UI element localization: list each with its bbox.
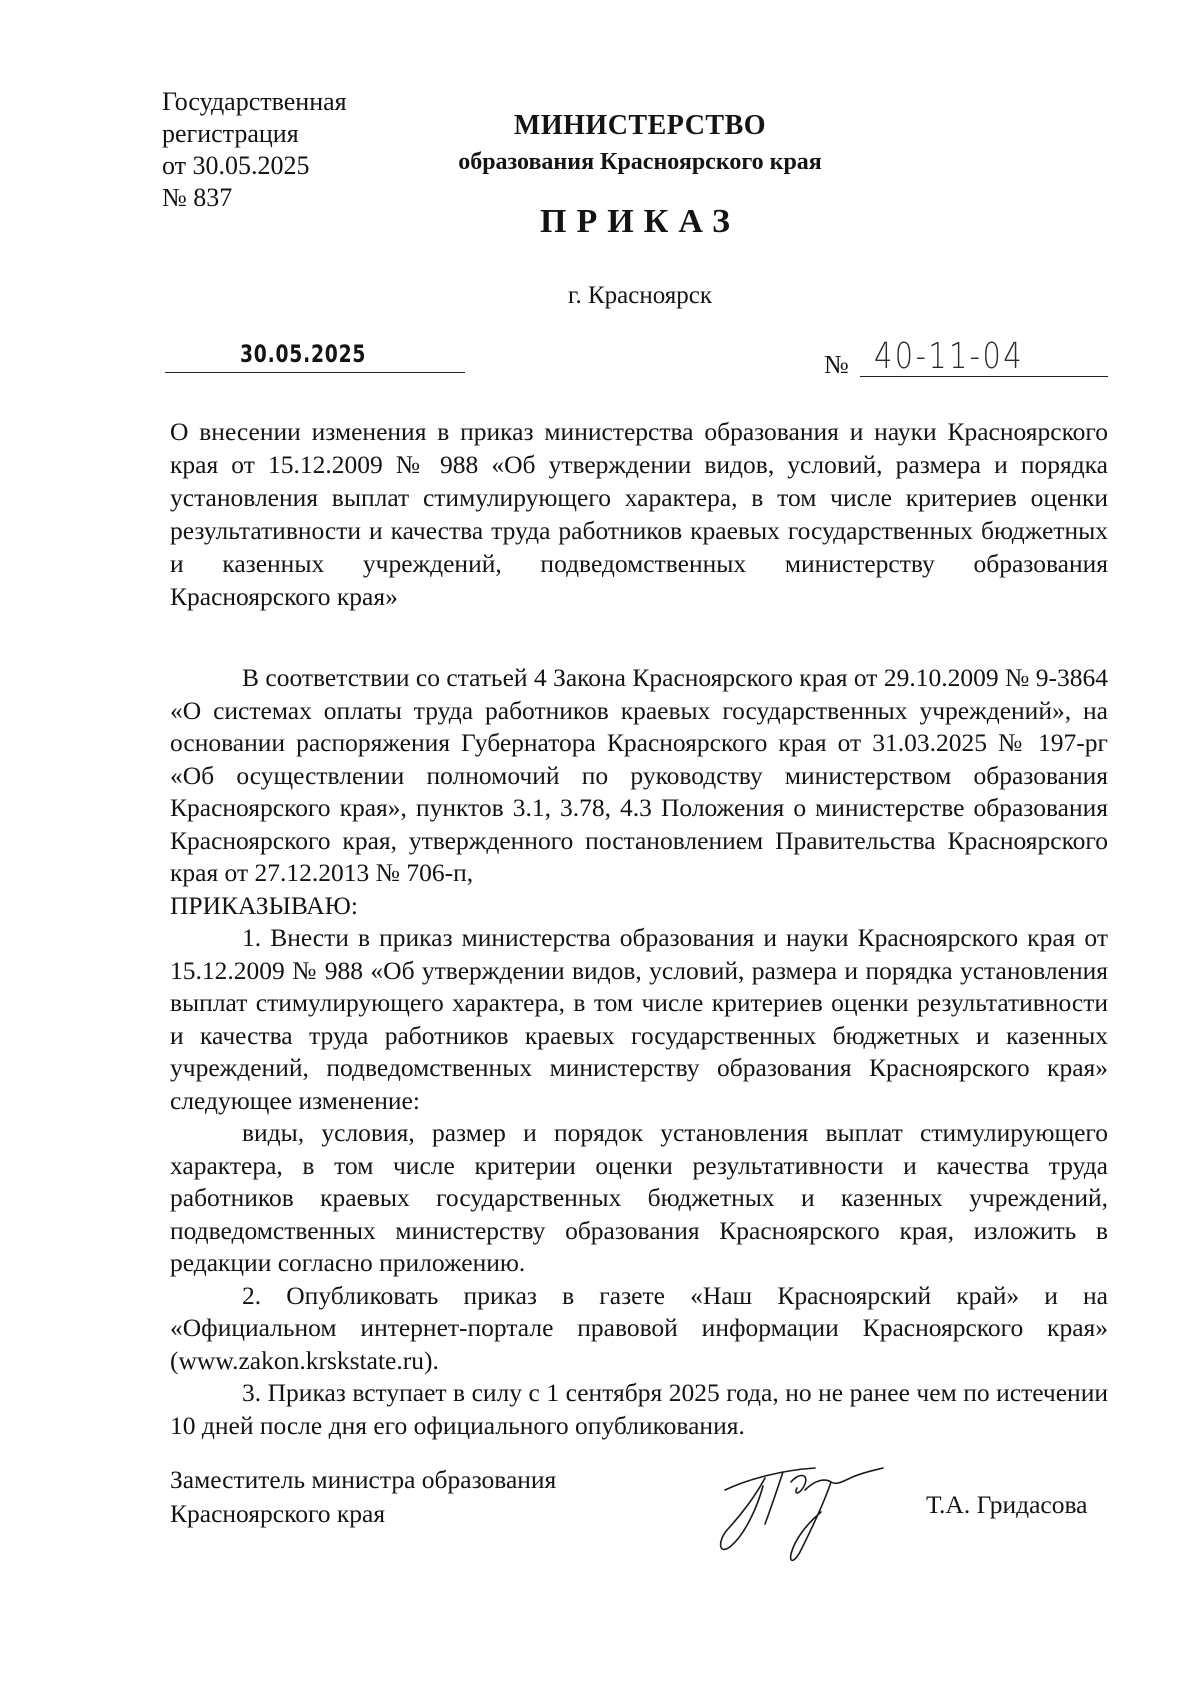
order-number: 40-11-04 [874,336,1024,377]
item-3-paragraph: 3. Приказ вступает в силу с 1 сентября 2025 года, но не ранее чем по истечении 10 дней после дня его официального опубликования. [170,1378,1108,1440]
signer-position [170,1463,556,1531]
registration-line: Государственная [162,87,347,116]
document-city: г. Красноярск [568,282,712,309]
registration-line: регистрация [162,119,299,148]
item-1-change-paragraph: виды, условия, размер и порядок установления выплат стимулирующего характера, в том числе критерии оценки результативности и качества труда работников краевых государственных бюджетных и казенных учреждений, подведомственных министерству образования Красноярского края, изложить в редакции согласно приложению. [170,1118,1108,1277]
document-type: ПРИКАЗ [540,203,740,240]
order-body [170,662,1108,1442]
signer-position-line: Заместитель министра образования [170,1465,557,1494]
ministry-subtitle: образования Красноярского края [458,149,822,175]
signer-position-line: Красноярского края [170,1499,386,1528]
item-1-paragraph: 1. Внести в приказ министерства образования и науки Красноярского края от 15.12.2009 № 988 «Об утверждении видов, условий, размера и порядка установления выплат стимулирующего характера, в том числе критериев оценки результативности и качества труда работников краевых государственных бюджетных и казенных учреждений, подведомственных министерству образования Красноярского края» следующее изменение: [170,923,1108,1115]
order-word: ПРИКАЗЫВАЮ: [170,890,358,920]
date-underline [165,372,465,373]
item-2-paragraph: 2. Опубликовать приказ в газете «Наш Красноярский край» и на «Официальном интернет-портале правовой информации Красноярского края» (www.zakon.krskstate.ru). [170,1280,1108,1375]
registration-stamp [162,86,347,214]
number-sign: № [824,350,849,379]
ministry-title: МИНИСТЕРСТВО [513,110,767,141]
signer-name: Т.А. Гридасова [926,1490,1088,1519]
ministry-header [420,108,860,180]
registration-date: от 30.05.2025 [162,151,310,180]
preamble-paragraph: В соответствии со статьей 4 Закона Красноярского края от 29.10.2009 № 9-3864 «О системах оплаты труда работников краевых государственных учреждений», на основании распоряжения Губернатора Красноярского края от 31.03.2025 № 197-рг «Об осуществлении полномочий по руководству министерством образования Красноярского края», пунктов 3.1, 3.78, 4.3 Положения о министерстве образования Красноярского края, утвержденного постановлением Правительства Красноярского края от 27.12.2013 № 706-п, [170,663,1108,887]
number-underline [860,376,1108,377]
signature-strokes [721,1468,883,1560]
order-date: 30.05.2025 [240,340,367,368]
handwritten-signature [705,1438,890,1568]
registration-number: № 837 [162,183,233,212]
order-subject: О внесении изменения в приказ министерства образования и науки Красноярского края от 15.12.2009 № 988 «Об утверждении видов, условий, размера и порядка установления выплат стимулирующего характера, в том числе критериев оценки результативности и качества труда работников краевых государственных бюджетных и казенных учреждений, подведомственных министерству образования Красноярского края» [170,417,1108,611]
